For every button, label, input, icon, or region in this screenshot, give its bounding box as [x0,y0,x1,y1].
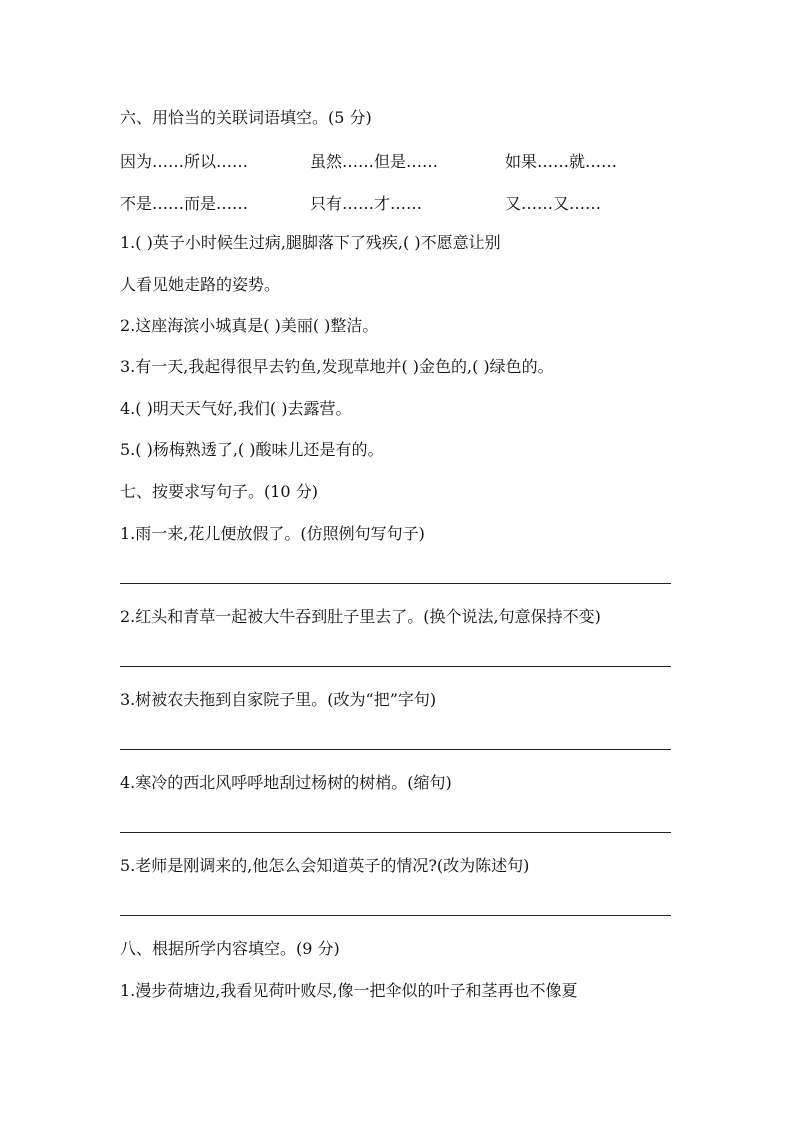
section8-question1-line1: 1.漫步荷塘边,我看见荷叶败尽,像一把伞似的叶子和茎再也不像夏 [120,981,578,1000]
option-suiran-danshi: 虽然……但是…… [310,152,439,171]
section7-question5: 5.老师是刚调来的,他怎么会知道英子的情况?(改为陈述句) [120,856,530,875]
option-you-you: 又……又…… [505,194,602,213]
answer-line-4[interactable] [120,832,671,833]
section6-question2: 2.这座海滨小城真是( )美丽( )整洁。 [120,316,379,335]
section7-question2: 2.红头和青草一起被大牛吞到肚子里去了。(换个说法,句意保持不变) [120,607,601,626]
option-yinwei-suoyi: 因为……所以…… [120,152,249,171]
answer-line-2[interactable] [120,666,671,667]
option-ruguo-jiu: 如果……就…… [505,152,618,171]
section6-question4: 4.( )明天天气好,我们( )去露营。 [120,399,352,418]
section7-question4: 4.寒冷的西北风呼呼地刮过杨树的树梢。(缩句) [120,773,452,792]
section7-question3: 3.树被农夫拖到自家院子里。(改为“把”字句) [120,690,437,709]
answer-line-1[interactable] [120,583,671,584]
section6-question1-line2: 人看见她走路的姿势。 [120,275,281,294]
section6-question5: 5.( )杨梅熟透了,( )酸味儿还是有的。 [120,440,384,459]
section8-heading: 八、根据所学内容填空。(9 分) [120,939,340,958]
option-bushi-ershi: 不是……而是…… [120,194,249,213]
section6-heading: 六、用恰当的关联词语填空。(5 分) [120,108,372,127]
section7-question1: 1.雨一来,花儿便放假了。(仿照例句写句子) [120,524,425,543]
answer-line-3[interactable] [120,749,671,750]
option-zhiyou-cai: 只有……才…… [310,194,423,213]
section6-question1-line1: 1.( )英子小时候生过病,腿脚落下了残疾,( )不愿意让别 [120,233,501,252]
answer-line-5[interactable] [120,915,671,916]
section7-heading: 七、按要求写句子。(10 分) [120,482,318,501]
section6-question3: 3.有一天,我起得很早去钓鱼,发现草地并( )金色的,( )绿色的。 [120,357,554,376]
